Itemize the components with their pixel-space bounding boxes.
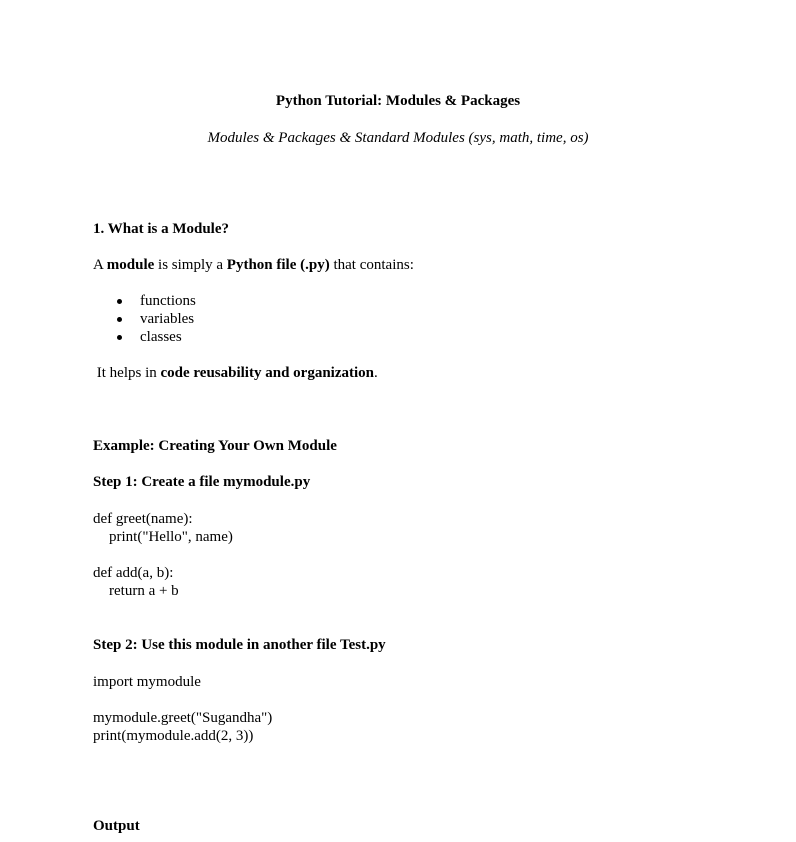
bullet-icon xyxy=(117,317,122,322)
step1-heading: Step 1: Create a file mymodule.py xyxy=(93,474,311,490)
example-heading: Example: Creating Your Own Module xyxy=(93,438,337,454)
intro-text: A xyxy=(93,257,107,273)
intro-text: that contains: xyxy=(329,257,414,273)
list-item-label: classes xyxy=(140,329,182,345)
page-title: Python Tutorial: Modules & Packages xyxy=(275,93,521,109)
list-item xyxy=(114,328,196,346)
code-line: return a + b xyxy=(109,583,179,599)
code-line: import mymodule xyxy=(93,674,201,690)
reusability-paragraph xyxy=(93,364,378,382)
intro-text: is simply a xyxy=(154,257,227,273)
intro-bold-module: module xyxy=(106,257,155,273)
bullet-icon xyxy=(117,299,122,304)
page-subtitle: Modules & Packages & Standard Modules (sys, math, time, os) xyxy=(207,130,589,146)
step2-heading: Step 2: Use this module in another file Test.py xyxy=(93,637,386,653)
bullet-icon xyxy=(117,335,122,340)
output-heading: Output xyxy=(93,818,140,834)
module-contents-list xyxy=(114,292,196,346)
helps-text: . xyxy=(374,365,378,381)
code-line: def add(a, b): xyxy=(93,565,174,581)
list-item-label: variables xyxy=(140,311,195,327)
list-item xyxy=(114,292,196,310)
list-item xyxy=(114,310,196,328)
section-heading-module: 1. What is a Module? xyxy=(93,221,229,237)
helps-bold: code reusability and organization xyxy=(160,365,374,381)
intro-bold-python-file: Python file (.py) xyxy=(226,257,330,273)
list-item-label: functions xyxy=(140,293,196,309)
helps-text: It helps in xyxy=(93,365,161,381)
module-intro-paragraph xyxy=(93,256,414,274)
code-line: mymodule.greet("Sugandha") xyxy=(93,710,273,726)
code-line: print(mymodule.add(2, 3)) xyxy=(93,728,254,744)
code-line: def greet(name): xyxy=(93,511,193,527)
code-line: print("Hello", name) xyxy=(109,529,233,545)
